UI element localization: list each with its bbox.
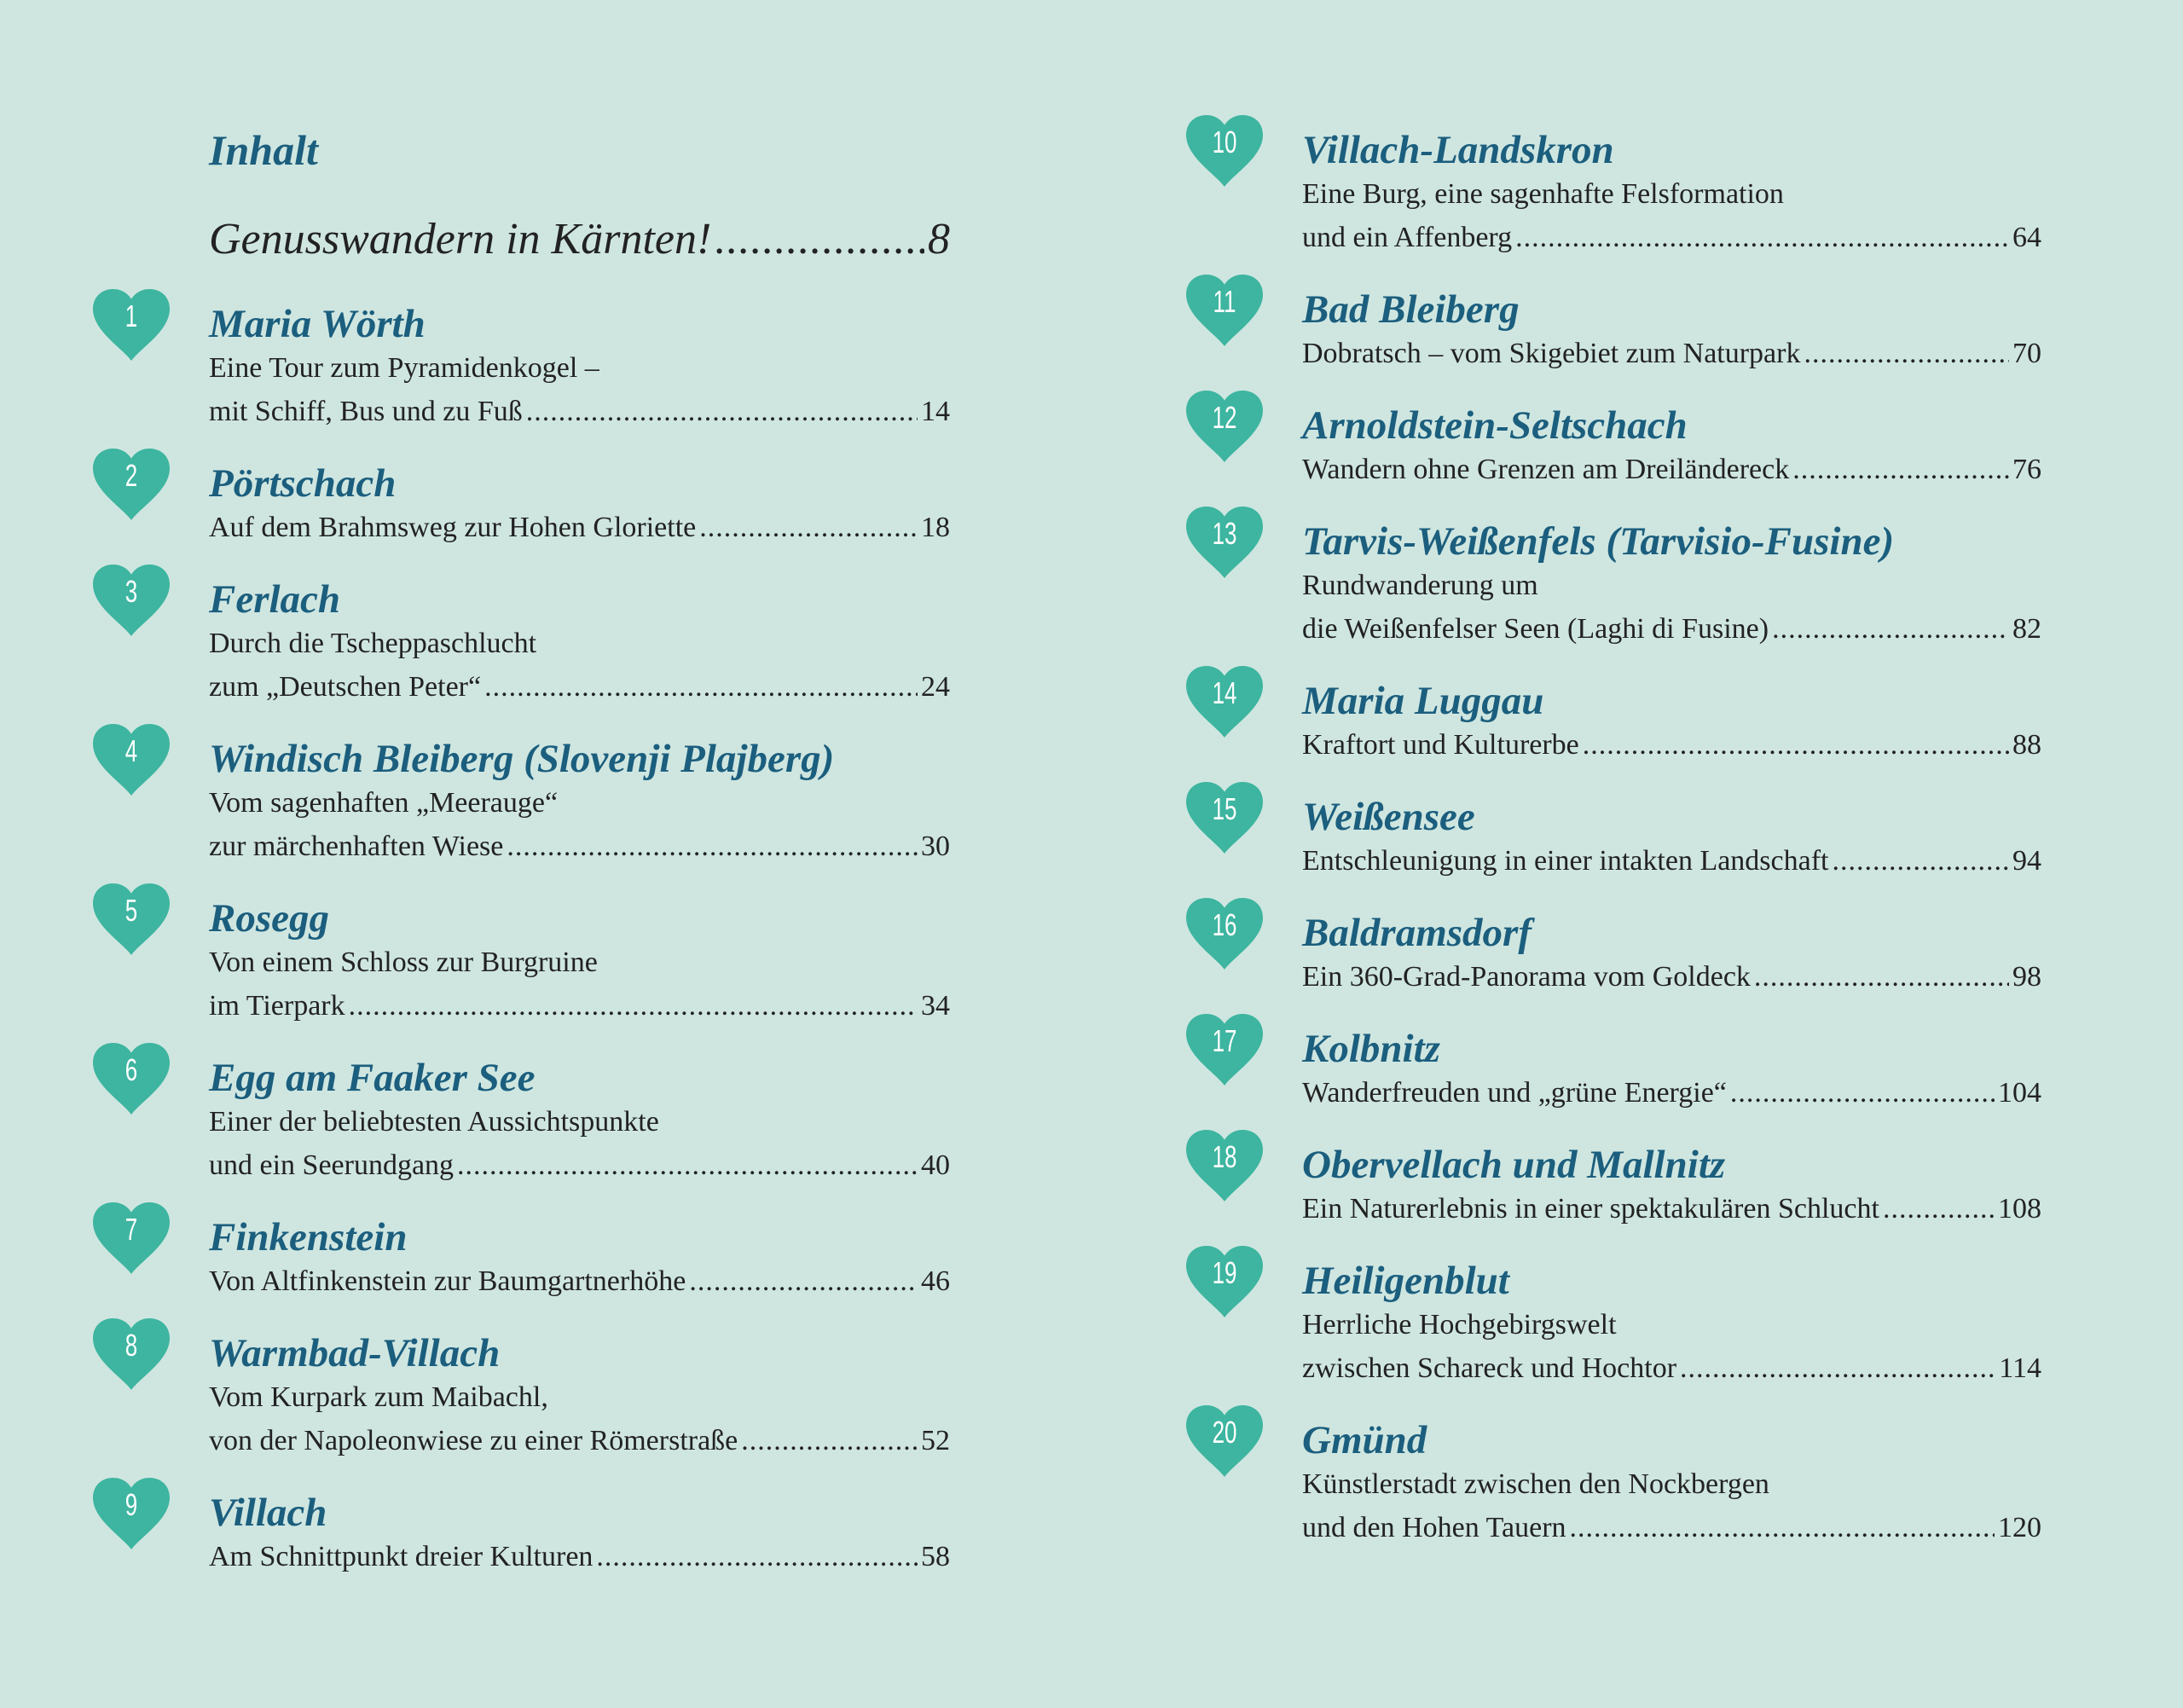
page-number: 104 <box>1998 1077 2041 1109</box>
dot-leader <box>1792 448 2009 491</box>
tour-title: Pörtschach <box>209 461 397 506</box>
tour-number: 4 <box>124 733 138 768</box>
tour-title: Warmbad-Villach <box>209 1331 501 1375</box>
heart-number-badge <box>1183 896 1266 971</box>
toc-entry[interactable] <box>1212 516 2041 651</box>
heart-number-badge <box>1183 664 1266 739</box>
page-number: 114 <box>1999 1352 2041 1384</box>
tour-description: die Weißenfelser Seen (Laghi di Fusine) <box>1302 613 1769 645</box>
dot-leader <box>457 1143 918 1187</box>
tour-description: Vom Kurpark zum Maibachl, <box>209 1381 548 1413</box>
tour-description: zur märchenhaften Wiese <box>209 831 504 862</box>
page-number: 34 <box>921 990 950 1022</box>
toc-right-column <box>1212 124 2041 1578</box>
dot-leader <box>1804 332 2009 375</box>
page-number: 40 <box>921 1149 950 1181</box>
dot-leader <box>596 1535 918 1578</box>
tour-number: 3 <box>124 574 138 609</box>
tour-description: Ein Naturerlebnis in einer spektakulären Schlucht <box>1302 1193 1879 1225</box>
dot-leader <box>1754 955 2009 999</box>
heart-number-badge <box>1183 505 1266 580</box>
tour-title: Heiligenblut <box>1302 1259 1509 1303</box>
toc-entry[interactable] <box>124 1052 950 1187</box>
tour-description: Ein 360-Grad-Panorama vom Goldeck <box>1302 961 1751 993</box>
heart-number-badge <box>1183 780 1266 855</box>
tour-description: Am Schnittpunkt dreier Kulturen <box>209 1541 594 1572</box>
toc-entry[interactable] <box>124 1212 950 1303</box>
page-number: 98 <box>2012 961 2041 993</box>
tour-title: Ferlach <box>209 577 341 622</box>
tour-description: Wanderfreuden und „grüne Energie“ <box>1302 1077 1727 1109</box>
dot-leader <box>526 390 918 433</box>
toc-entry[interactable] <box>1212 1415 2041 1549</box>
dot-leader <box>484 665 918 709</box>
tour-description: Entschleunigung in einer intakten Landschaft <box>1302 845 1829 877</box>
toc-entry[interactable] <box>124 1487 950 1578</box>
heart-number-badge <box>1183 1244 1266 1319</box>
dot-leader <box>689 1259 918 1303</box>
tour-title: Maria Wörth <box>209 302 426 346</box>
toc-entry[interactable] <box>124 458 950 549</box>
page-number: 14 <box>921 396 950 427</box>
dot-leader <box>699 506 918 549</box>
heart-number-badge <box>1183 389 1266 464</box>
tour-description: und ein Seerundgang <box>209 1149 455 1181</box>
tour-title: Weißensee <box>1302 795 1475 839</box>
tour-number: 13 <box>1212 516 1237 551</box>
heart-number-badge <box>90 1201 173 1276</box>
tour-description: Herrliche Hochgebirgswelt <box>1302 1309 1617 1340</box>
heart-number-badge <box>90 1476 173 1551</box>
tour-description: Auf dem Brahmsweg zur Hohen Gloriette <box>209 512 697 543</box>
page-number: 30 <box>921 831 950 862</box>
toc-entry-intro[interactable] <box>209 214 950 265</box>
heart-number-badge <box>1183 113 1266 188</box>
tour-number: 8 <box>124 1328 138 1363</box>
toc-entry[interactable] <box>1212 907 2041 999</box>
tour-description: Kraftort und Kulturerbe <box>1302 729 1579 761</box>
heart-number-badge <box>1183 273 1266 348</box>
heart-number-badge <box>90 722 173 797</box>
dot-leader <box>715 214 924 265</box>
tour-number: 10 <box>1212 124 1237 159</box>
tour-number: 5 <box>124 893 138 928</box>
toc-entry[interactable] <box>124 574 950 709</box>
tour-number: 1 <box>124 298 138 333</box>
tour-number: 6 <box>124 1052 138 1087</box>
tour-description: und ein Affenberg <box>1302 222 1513 253</box>
tour-number: 12 <box>1212 400 1237 435</box>
heart-number-badge <box>1183 1128 1266 1203</box>
intro-title: Genusswandern in Kärnten! <box>209 215 712 263</box>
heart-number-badge <box>1183 1012 1266 1087</box>
toc-entry[interactable] <box>1212 791 2041 883</box>
toc-entry[interactable] <box>124 298 950 433</box>
dot-leader <box>507 825 918 868</box>
tour-title: Villach <box>209 1491 327 1535</box>
dot-leader <box>1883 1187 1995 1230</box>
dot-leader <box>1583 723 2009 767</box>
tour-title: Maria Luggau <box>1302 679 1544 723</box>
tour-title: Gmünd <box>1302 1418 1427 1462</box>
tour-number: 17 <box>1212 1023 1237 1058</box>
tour-title: Rosegg <box>209 896 329 941</box>
tour-number: 7 <box>124 1212 138 1247</box>
tour-number: 16 <box>1212 907 1237 942</box>
tour-number: 9 <box>124 1487 138 1522</box>
tour-description: Vom sagenhaften „Meerauge“ <box>209 787 559 819</box>
dot-leader <box>1515 216 2009 259</box>
page-number: 108 <box>1998 1193 2041 1225</box>
tour-number: 18 <box>1212 1139 1237 1174</box>
toc-entry[interactable] <box>1212 1023 2041 1115</box>
page-number: 46 <box>921 1265 950 1297</box>
toc-entry[interactable] <box>1212 124 2041 259</box>
dot-leader <box>741 1419 918 1462</box>
tour-title: Obervellach und Mallnitz <box>1302 1143 1726 1187</box>
tour-title: Windisch Bleiberg (Slovenji Plajberg) <box>209 737 835 781</box>
tour-description: Einer der beliebtesten Aussichtspunkte <box>209 1106 659 1138</box>
dot-leader <box>1570 1506 1995 1549</box>
tour-description: zum „Deutschen Peter“ <box>209 671 482 703</box>
tour-number: 15 <box>1212 791 1237 826</box>
page-number: 64 <box>2012 222 2041 253</box>
tour-number: 14 <box>1212 675 1237 710</box>
toc-left-column <box>124 298 950 1607</box>
page-number: 82 <box>2012 613 2041 645</box>
tour-title: Bad Bleiberg <box>1302 287 1520 332</box>
toc-entry[interactable] <box>1212 675 2041 767</box>
heart-number-badge <box>90 1317 173 1392</box>
page-number: 76 <box>2012 454 2041 485</box>
tour-number: 19 <box>1212 1255 1237 1290</box>
heart-number-badge <box>90 287 173 362</box>
page-number: 70 <box>2012 338 2041 369</box>
dot-leader <box>1772 607 2009 651</box>
dot-leader <box>1730 1071 1995 1115</box>
page-number: 94 <box>2012 845 2041 877</box>
tour-description: Eine Burg, eine sagenhafte Felsformation <box>1302 178 1784 210</box>
page-number: 24 <box>921 671 950 703</box>
heart-number-badge <box>1183 1404 1266 1479</box>
tour-description: zwischen Schareck und Hochtor <box>1302 1352 1677 1384</box>
heart-number-badge <box>90 882 173 957</box>
dot-leader <box>1832 839 2009 883</box>
toc-entry[interactable] <box>1213 284 2041 375</box>
tour-description: im Tierpark <box>209 990 345 1022</box>
toc-heading: Inhalt <box>209 126 318 174</box>
toc-entry[interactable] <box>124 733 950 868</box>
heart-number-badge <box>90 1041 173 1116</box>
tour-title: Baldramsdorf <box>1302 911 1532 955</box>
tour-description: Wandern ohne Grenzen am Dreiländereck <box>1302 454 1790 485</box>
tour-description: Von Altfinkenstein zur Baumgartnerhöhe <box>209 1265 686 1297</box>
tour-title: Villach-Landskron <box>1302 128 1614 172</box>
page-number: 52 <box>921 1425 950 1456</box>
toc-entry[interactable] <box>1212 400 2041 491</box>
dot-leader <box>1680 1346 1995 1390</box>
page-number: 120 <box>1998 1512 2041 1543</box>
tour-description: Künstlerstadt zwischen den Nockbergen <box>1302 1468 1769 1500</box>
tour-number: 2 <box>124 458 138 493</box>
tour-description: Rundwanderung um <box>1302 570 1538 601</box>
tour-description: mit Schiff, Bus und zu Fuß <box>209 396 523 427</box>
tour-title: Egg am Faaker See <box>209 1056 536 1100</box>
dot-leader <box>349 984 918 1028</box>
tour-title: Tarvis-Weißenfels (Tarvisio-Fusine) <box>1302 519 1895 564</box>
tour-number: 20 <box>1212 1415 1237 1450</box>
tour-description: Von einem Schloss zur Burgruine <box>209 947 598 978</box>
tour-title: Finkenstein <box>209 1215 408 1259</box>
tour-number: 11 <box>1213 284 1236 319</box>
intro-page: 8 <box>928 215 950 263</box>
tour-title: Kolbnitz <box>1302 1027 1440 1071</box>
tour-description: und den Hohen Tauern <box>1302 1512 1566 1543</box>
tour-title: Arnoldstein-Seltschach <box>1302 403 1688 448</box>
tour-description: Dobratsch – vom Skigebiet zum Naturpark <box>1302 338 1801 369</box>
page-number: 18 <box>921 512 950 543</box>
toc-entry[interactable] <box>124 893 950 1028</box>
heart-number-badge <box>90 563 173 638</box>
heart-number-badge <box>90 447 173 522</box>
tour-description: von der Napoleonwiese zu einer Römerstraße <box>209 1425 738 1456</box>
tour-description: Eine Tour zum Pyramidenkogel – <box>209 352 599 384</box>
page-number: 58 <box>921 1541 950 1572</box>
page-number: 88 <box>2012 729 2041 761</box>
toc-entry[interactable] <box>1212 1139 2041 1230</box>
toc-entry[interactable] <box>124 1328 950 1462</box>
tour-description: Durch die Tscheppaschlucht <box>209 628 537 659</box>
toc-entry[interactable] <box>1212 1255 2041 1390</box>
